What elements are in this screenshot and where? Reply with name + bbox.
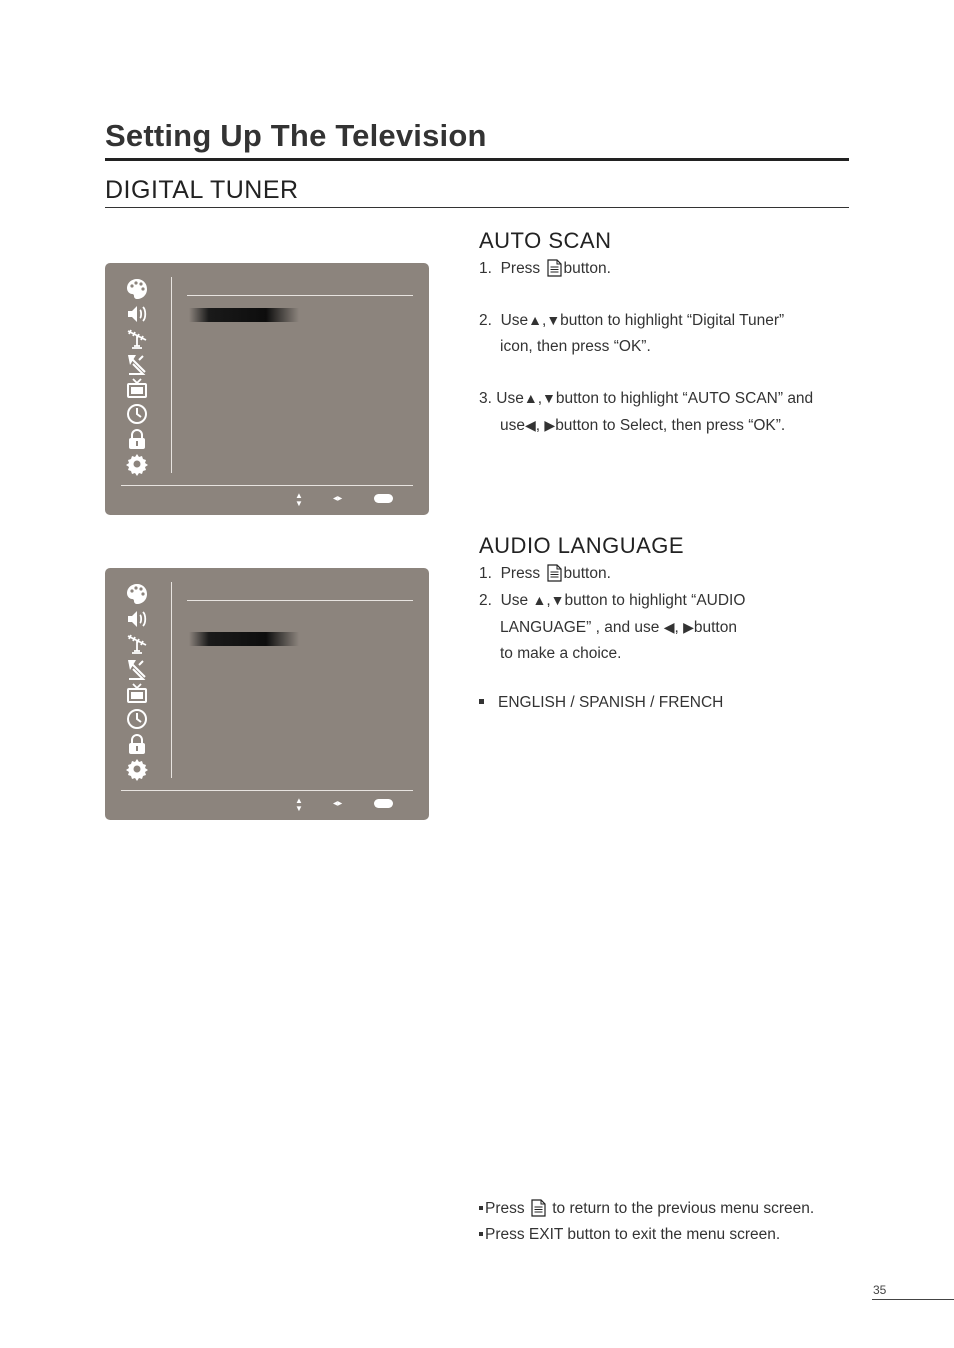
title-rule — [105, 158, 849, 161]
left-arrow-icon: ◀ — [663, 619, 675, 635]
step-number: 3. — [479, 390, 492, 407]
auto-scan-heading: AUTO SCAN — [479, 228, 612, 253]
tv-icon — [125, 377, 149, 401]
menu-divider-bottom — [121, 790, 413, 791]
footer-note-2 — [479, 1222, 879, 1248]
note-text: Press EXIT button to exit the menu screen. — [485, 1226, 781, 1243]
up-arrow-icon: ▲ — [528, 312, 542, 328]
menu-highlight-bar — [189, 308, 299, 322]
step-text: use — [500, 417, 525, 434]
up-down-icon: ▲ ▼ — [295, 796, 303, 813]
step-text: Use — [500, 592, 529, 609]
menu-divider-top — [187, 600, 413, 601]
step-text: button to highlight “Digital Tuner” — [560, 312, 785, 329]
footer-note-1 — [479, 1196, 879, 1222]
right-arrow-icon: ▶ — [544, 417, 556, 433]
step-number: 1. — [479, 260, 492, 277]
section-title: DIGITAL TUNER — [105, 176, 299, 204]
section-rule — [105, 207, 849, 208]
palette-icon — [125, 582, 149, 606]
step-text: LANGUAGE” , and use — [500, 619, 660, 636]
ok-key-icon — [374, 494, 393, 503]
step-text: button — [693, 619, 737, 636]
bullet-icon — [479, 699, 484, 704]
step-text: Press — [500, 260, 541, 277]
audio-language-options — [479, 690, 849, 716]
menu-button-icon — [547, 564, 562, 582]
menu-button-icon — [531, 1199, 546, 1217]
antenna-icon — [125, 327, 149, 351]
up-arrow-icon: ▲ — [532, 592, 547, 608]
menu-button-icon — [547, 259, 562, 277]
audio-language-heading: AUDIO LANGUAGE — [479, 533, 685, 558]
up-arrow-icon: ▲ — [523, 390, 538, 406]
menu-screenshot-audio-language — [105, 568, 429, 820]
menu-divider-top — [187, 295, 413, 296]
clock-icon — [125, 707, 149, 731]
step-text: button to highlight “AUDIO — [564, 592, 746, 609]
clock-icon — [125, 402, 149, 426]
lock-icon — [125, 427, 149, 451]
menu-divider-bottom — [121, 485, 413, 486]
up-down-icon: ▲ ▼ — [295, 491, 303, 508]
right-arrow-icon: ▶ — [683, 619, 694, 635]
note-text: Press — [485, 1200, 525, 1217]
menu-divider-vertical — [171, 277, 172, 473]
page-number: 35 — [873, 1283, 887, 1297]
step-number: 2. — [479, 592, 492, 609]
gear-icon — [125, 452, 149, 476]
page-number-rule — [872, 1299, 954, 1300]
step-number: 2. — [479, 312, 492, 329]
satellite-icon — [125, 352, 149, 376]
speaker-icon — [125, 302, 149, 326]
step-text: Use — [500, 312, 529, 329]
menu-icon-column — [125, 582, 151, 782]
down-arrow-icon: ▼ — [542, 390, 556, 406]
auto-scan-step-2: 2. Use▲,▼button to highlight “Digital Tuner” icon, then press “OK”. — [479, 307, 849, 360]
note-text: to return to the previous menu screen. — [552, 1200, 815, 1217]
step-text: Press — [500, 565, 541, 582]
audio-language-step-1 — [479, 561, 849, 587]
options-text: ENGLISH / SPANISH / FRENCH — [498, 694, 724, 711]
menu-icon-column — [125, 277, 151, 477]
lock-icon — [125, 732, 149, 756]
down-arrow-icon: ▼ — [546, 312, 561, 328]
palette-icon — [125, 277, 149, 301]
speaker-icon — [125, 607, 149, 631]
down-arrow-icon: ▼ — [550, 592, 565, 608]
auto-scan-step-1 — [479, 256, 849, 282]
step-text: icon, then press “OK”. — [500, 338, 651, 355]
bullet-icon — [479, 1206, 483, 1210]
page-title: Setting Up The Television — [105, 118, 487, 153]
left-arrow-icon: ◀ — [525, 417, 536, 433]
ok-key-icon — [374, 799, 393, 808]
bullet-icon — [479, 1232, 483, 1236]
step-text: button. — [563, 260, 611, 277]
audio-language-step-2: 2. Use ▲,▼button to highlight “AUDIO LANGUAGE” , and use ◀, ▶button to make a choice. — [479, 587, 849, 667]
step-text: Use — [496, 390, 524, 407]
tv-icon — [125, 682, 149, 706]
menu-screenshot-auto-scan — [105, 263, 429, 515]
left-right-icon: ◀▶ — [333, 496, 343, 502]
menu-highlight-bar — [189, 632, 299, 646]
antenna-icon — [125, 632, 149, 656]
auto-scan-step-3: 3. Use▲,▼button to highlight “AUTO SCAN” and use◀, ▶button to Select, then press “OK”. — [479, 390, 814, 434]
left-right-icon: ◀▶ — [333, 801, 343, 807]
step-text: button. — [563, 565, 611, 582]
satellite-icon — [125, 657, 149, 681]
gear-icon — [125, 757, 149, 781]
step-text: to make a choice. — [500, 645, 622, 662]
step-text: button to highlight “AUTO SCAN” and — [555, 390, 814, 407]
step-text: button to Select, then press “OK”. — [555, 417, 786, 434]
step-number: 1. — [479, 565, 492, 582]
menu-divider-vertical — [171, 582, 172, 778]
